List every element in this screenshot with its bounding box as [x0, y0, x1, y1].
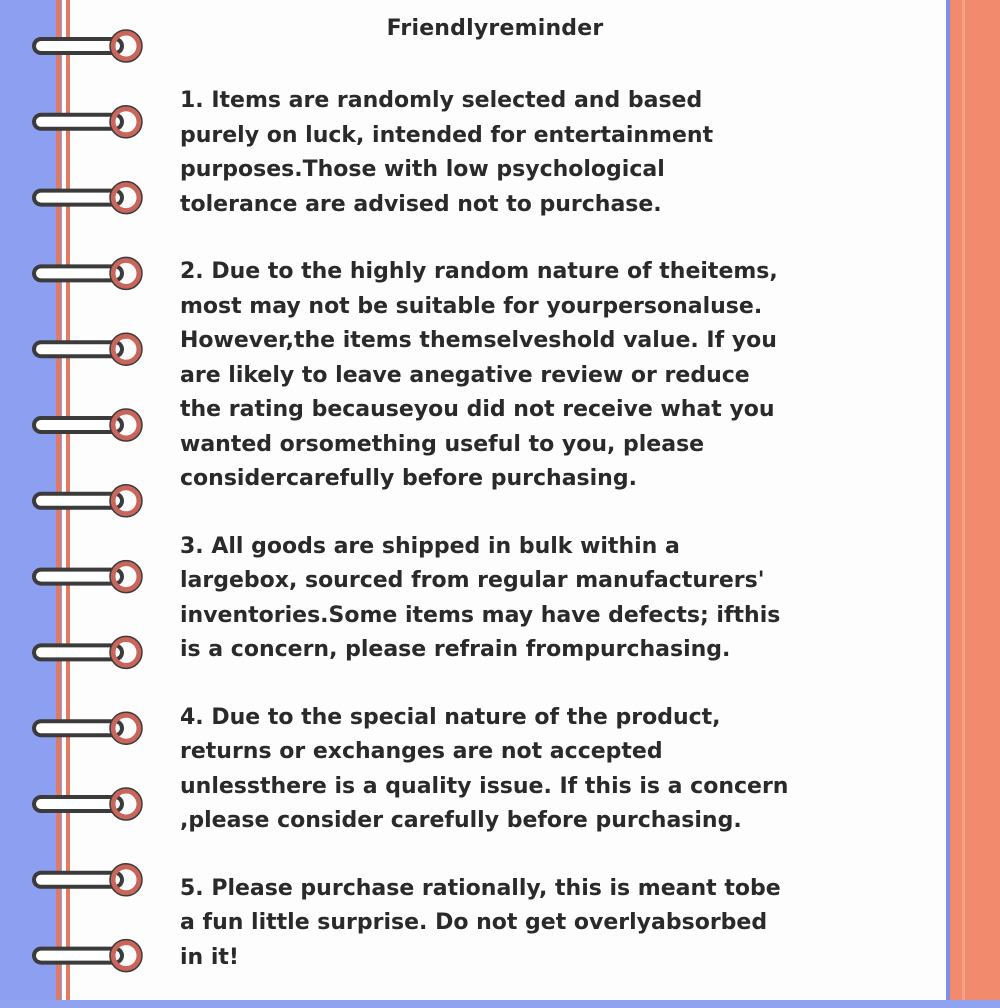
reminder-item-5: 5. Please purchase rationally, this is meant tobe a fun little surprise. Do not get overlyabsorbed in it!	[180, 875, 781, 970]
binding-ring	[32, 409, 142, 441]
reminder-item-4: 4. Due to the special nature of the product, returns or exchanges are not accepted unlessthere is a quality issue. If this is a concern ,please consider carefully before purchasing.	[180, 704, 789, 833]
binding-ring	[32, 30, 142, 62]
binding-ring	[32, 561, 142, 593]
binding-ring	[32, 864, 142, 896]
binding-ring	[32, 182, 142, 214]
binding-ring	[32, 333, 142, 365]
binding-ring	[32, 485, 142, 517]
spiral-binding	[0, 0, 160, 1000]
binding-ring	[32, 712, 142, 744]
binding-ring	[32, 257, 142, 289]
notebook-right-edge	[950, 0, 1000, 1000]
notebook-right-edge-highlight	[962, 0, 965, 1000]
binding-ring	[32, 788, 142, 820]
page-title: Friendlyreminder	[386, 16, 604, 41]
reminder-item-2: 2. Due to the highly random nature of theitems, most may not be suitable for yourpersonaluse. However,the items themselveshold value. If you are likely to leave anegative review or reduce the rating becauseyou did not receive what you wanted orsomething useful to you, please considercarefully before purchasing.	[180, 259, 778, 491]
reminder-item-1: 1. Items are randomly selected and based purely on luck, intended for entertainment purposes.Those with low psychological tolerance are advised not to purchase.	[180, 88, 714, 217]
binding-ring	[32, 636, 142, 668]
reminder-item-3: 3. All goods are shipped in bulk within a largebox, sourced from regular manufacturers' inventories.Some items may have defects; ifthis is a concern, please refrain frompurchasing.	[180, 533, 781, 662]
binding-ring	[32, 106, 142, 138]
binding-ring	[32, 940, 142, 972]
reminder-list	[180, 84, 860, 1008]
